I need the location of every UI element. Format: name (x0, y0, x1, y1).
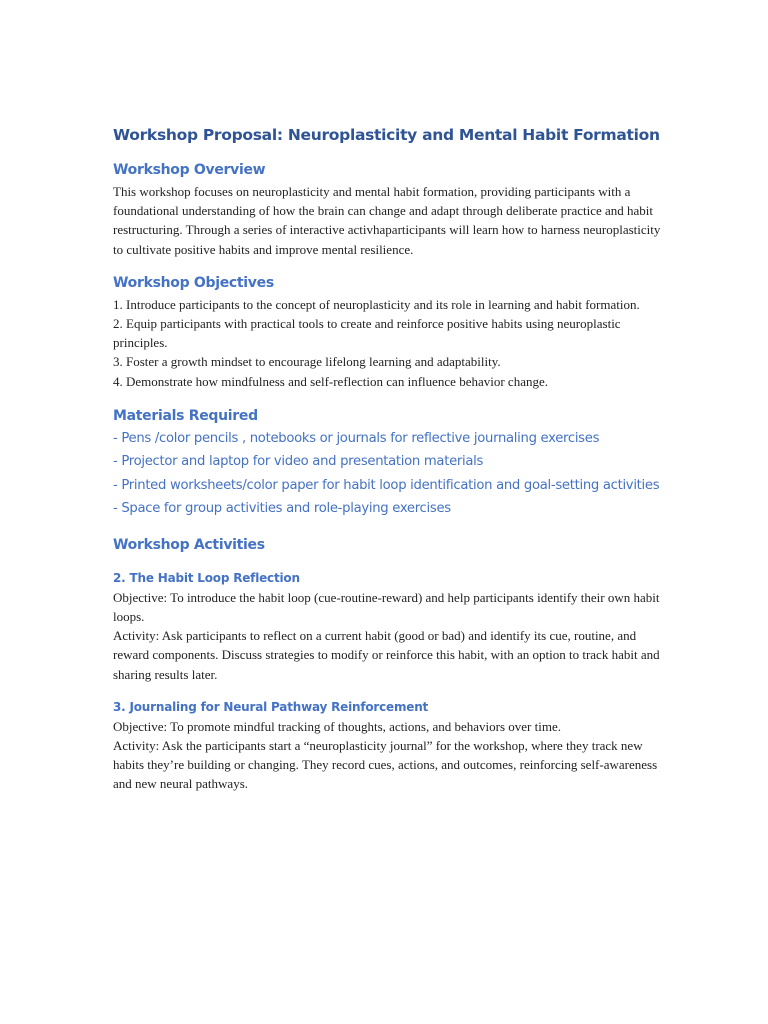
material-item: - Pens /color pencils , notebooks or journals for reflective journaling exercises (113, 430, 600, 446)
material-item: - Projector and laptop for video and presentation materials (113, 454, 484, 470)
overview-heading: Workshop Overview (113, 162, 266, 178)
activity-objective: Objective: To introduce the habit loop (cue-routine-reward) and help participants identify their own habit loops. (113, 589, 660, 625)
material-item: - Printed worksheets/color paper for habit loop identification and goal-setting activities (113, 477, 660, 493)
materials-list (113, 427, 663, 521)
document-title: Workshop Proposal: Neuroplasticity and Mental Habit Formation (113, 126, 660, 144)
activity-title: 2. The Habit Loop Reflection (113, 570, 300, 585)
overview-paragraph: This workshop focuses on neuroplasticity and mental habit formation, providing participants with a foundational understanding of how the brain can change and adapt through deliberate practice and habit restructuring. Through a series of interactive activhaparticipants will learn how to harness neuroplasticity to cultivate positive habits and improve mental resilience. (113, 184, 661, 257)
document-page (113, 124, 663, 794)
activity-title: 3. Journaling for Neural Pathway Reinforcement (113, 699, 429, 714)
objectives-list (113, 295, 663, 391)
activities-heading: Workshop Activities (113, 536, 265, 553)
objective-item: 1. Introduce participants to the concept of neuroplasticity and its role in learning and habit formation. (113, 296, 640, 312)
objectives-heading: Workshop Objectives (113, 274, 274, 291)
materials-heading: Materials Required (113, 407, 258, 424)
activity-description: Activity: Ask the participants start a “neuroplasticity journal” for the workshop, where they track new habits they’re building or changing. They record cues, actions, and outcomes, reinforcing self-awareness and new neural pathways. (113, 738, 658, 792)
activity-objective: Objective: To promote mindful tracking of thoughts, actions, and behaviors over time. (113, 718, 561, 734)
activity-description: Activity: Ask participants to reflect on a current habit (good or bad) and identify its cue, routine, and reward components. Discuss strategies to modify or reinforce this habit, with an option to track habit and sharing results later. (113, 628, 660, 682)
objective-item: 4. Demonstrate how mindfulness and self-reflection can influence behavior change. (113, 373, 548, 389)
material-item: - Space for group activities and role-playing exercises (113, 501, 451, 517)
objective-item: 3. Foster a growth mindset to encourage lifelong learning and adaptability. (113, 354, 501, 370)
objective-item: 2. Equip participants with practical tools to create and reinforce positive habits using neuroplastic principles. (113, 316, 621, 351)
